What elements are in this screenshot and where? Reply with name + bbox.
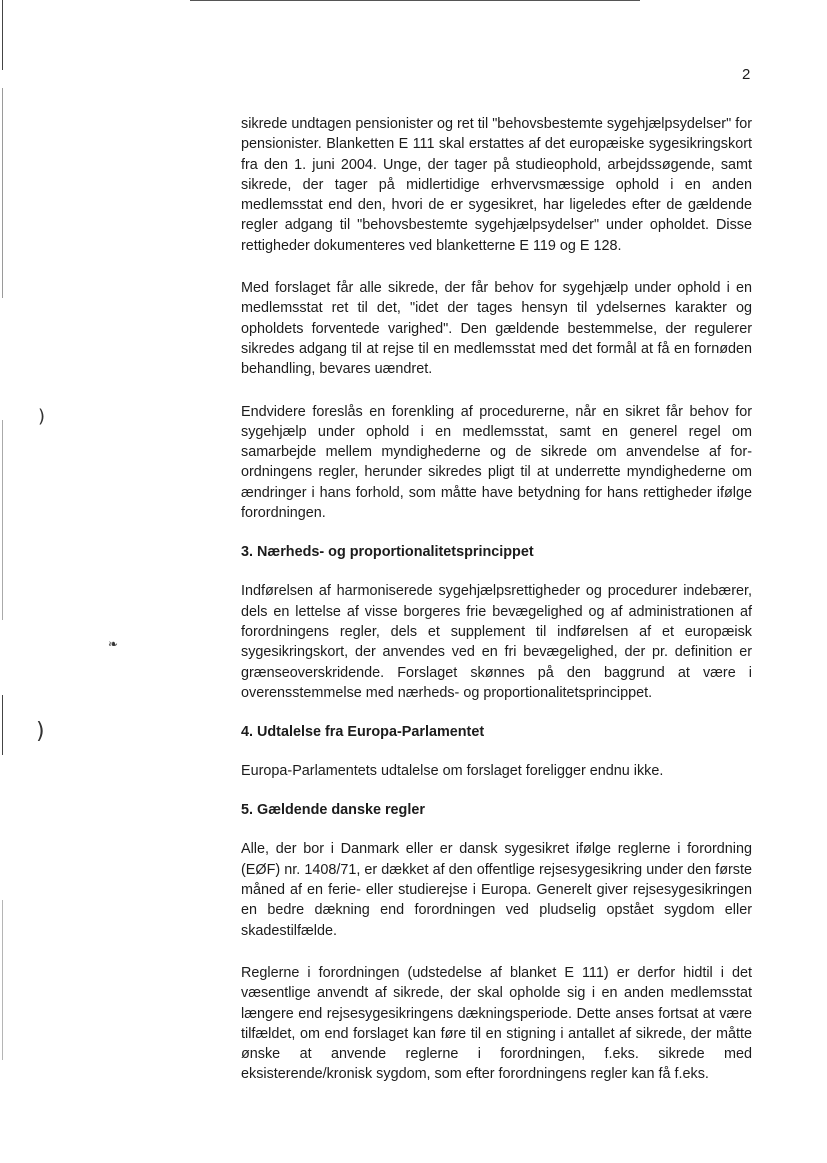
body-paragraph: sikrede undtagen pensionister og ret til "behovsbestemte sygehjælpsydelser" for pensionister. Blanketten E 111 skal erstattes af det europæiske sygesikringskort fra den 1. juni 2004. Unge, der tager på studieophold, arbejdssøgende, samt sikrede, der tager på midlertidige erhvervsmæssige ophold i en anden medlemsstat end den, hvori de er sygesikret, har ligeledes efter de gældende regler adgang til "behovsbestemte sygehjælpsydelser" under opholdet. Disse rettigheder dokumenteres ved blanketterne E 119 og E 128. (241, 116, 752, 254)
paragraph-spacing (241, 742, 752, 761)
paragraph-spacing (241, 256, 752, 278)
body-paragraph: Alle, der bor i Danmark eller er dansk sygesikret ifølge reglerne i forordning (EØF) nr. 1408/71, er dækket af den offentlige rejsesygesikring under den første måned af en ferie- eller studierejse i Europa. Generelt giver rejsesygesikringen en bedre dækning end forordningen ved pludselig opstået sygdom eller skadestilfælde. (241, 841, 752, 939)
paragraph-spacing (241, 820, 752, 839)
paragraph-spacing (241, 380, 752, 402)
punch-hole-mark: ) (36, 719, 45, 744)
body-paragraph: Europa-Parlamentets udtalelse om forslaget foreligger endnu ikke. (241, 763, 664, 780)
paragraph-spacing (241, 941, 752, 963)
scan-edge-left (2, 420, 3, 620)
document-body (241, 114, 752, 1085)
paragraph-spacing (241, 781, 752, 800)
scan-edge-left (2, 695, 3, 755)
section-heading: 3. Nærheds- og proportionalitetsprincippet (241, 544, 534, 561)
paragraph-spacing (241, 703, 752, 722)
section-heading: 5. Gældende danske regler (241, 802, 425, 819)
scan-edge-left (2, 88, 3, 298)
scan-edge-left (2, 0, 3, 70)
body-paragraph: Endvidere foreslås en forenkling af procedurerne, når en sikret får behov for sygehjælp under ophold i en medlemsstat, samt en generel regel om samarbejde mellem myndighederne og de sikrede om anvendelse af forordningens regler, herunder sikredes pligt til at underrette myndighederne om ændringer i hans forhold, som måtte have betydning for hans rettigheder ifølge forordningen. (241, 403, 752, 522)
punch-hole-mark: ) (38, 406, 46, 427)
scan-edge-top (190, 0, 640, 1)
body-paragraph: Indførelsen af harmoniserede sygehjælpsrettigheder og procedurer indebærer, dels en lettelse af visse borgeres frie bevægelighed og af administrationen af forordningens regler, dels et supplement til indførelsen af et europæisk sygesikringskort, der anvendes ved en fri bevægelighed, der pr. definition er grænseoverskridende. Forslaget skønnes på den baggrund at være i overensstemmelse med nærheds- og proportionalitetsprincippet. (241, 583, 752, 701)
section-heading: 4. Udtalelse fra Europa-Parlamentet (241, 724, 485, 741)
body-paragraph: Reglerne i forordningen (udstedelse af blanket E 111) er derfor hidtil i det væsentlige anvendt af sikrede, der skal opholde sig i en anden medlemsstat længere end rejsesygesikringens dækningsperiode. Dette anses fortsat at være tilfældet, om end forslaget kan føre til en stigning i antallet af sikrede, der måtte ønske at anvende reglerne i forordningen, f.eks. sikrede med eksisterende/kronisk sygdom, som efter forordningens regler kan få f.eks. (241, 964, 752, 1083)
paragraph-spacing (241, 523, 752, 542)
binder-clip-mark: ❧ (108, 637, 119, 651)
body-paragraph: Med forslaget får alle sikrede, der får behov for sygehjælp under ophold i en medlemsstat ret til det, "idet der tages hensyn til ydelsernes karakter og opholdets forventede varighed". Den gældende bestemmelse, der regulerer sikredes adgang til at rejse til en medlemsstat med det formål at få en fornøden behandling, bevares uændret. (241, 280, 752, 378)
scan-edge-left (2, 900, 3, 1060)
paragraph-spacing (241, 562, 752, 581)
page-number: 2 (742, 66, 751, 83)
